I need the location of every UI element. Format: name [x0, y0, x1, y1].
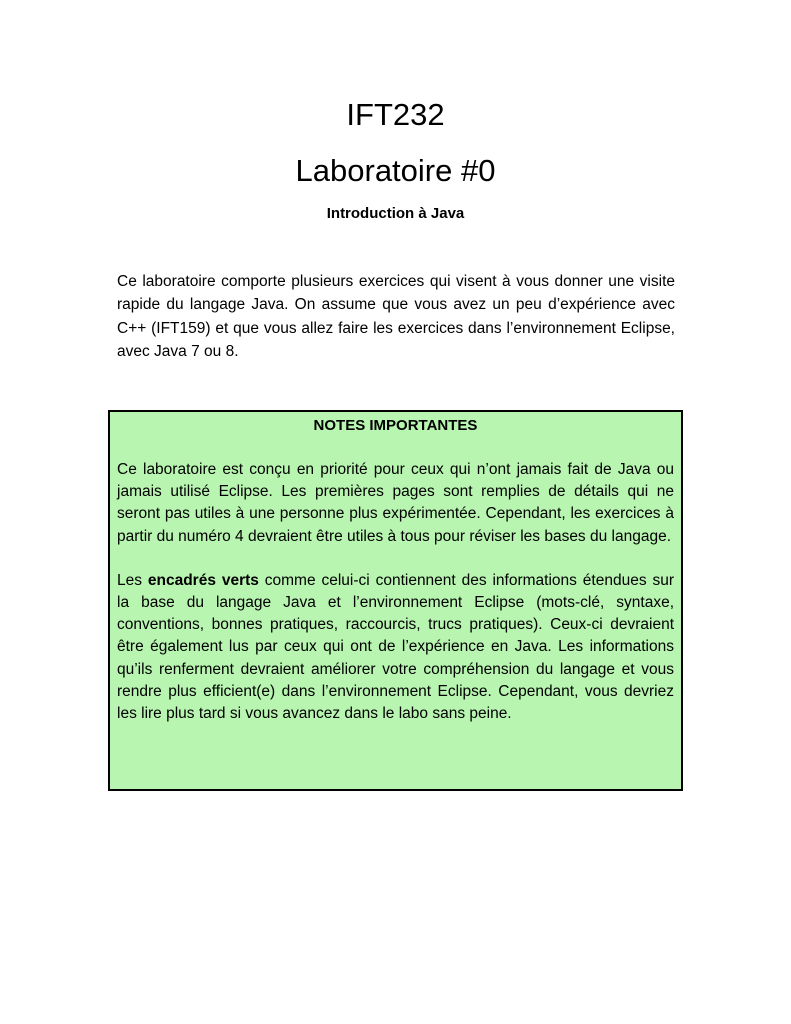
lab-title: Laboratoire #0 — [295, 153, 496, 188]
green-boxes-emphasis: encadrés verts — [147, 571, 259, 589]
notes-paragraph-1: Ce laboratoire est conçu en priorité pour ceux qui n’ont jamais fait de Java ou jamais utilisé Eclipse. Les premières pages sont remplies de détails qui ne seront pas utiles à une personne plus expérimentée. Cependant, les exercices à partir du numéro 4 devraient être utiles à tous pour réviser les bases du langage. — [117, 461, 674, 545]
notes-paragraph-2 — [117, 570, 674, 725]
intro-paragraph: Ce laboratoire comporte plusieurs exercices qui visent à vous donner une visite rapide du langage Java. On assume que vous avez un peu d’expérience avec C++ (IFT159) et que vous allez faire les exercices dans l’environnement Eclipse, avec Java 7 ou 8. — [117, 273, 675, 360]
important-notes-box — [108, 410, 683, 791]
lab-subtitle: Introduction à Java — [326, 205, 465, 222]
course-code-title: IFT232 — [346, 97, 445, 132]
notes-paragraph-2-prefix: Les — [117, 571, 148, 589]
notes-heading: NOTES IMPORTANTES — [313, 417, 478, 434]
notes-paragraph-2-rest: comme celui-ci contiennent des informations étendues sur la base du langage Java et l’environnement Eclipse (mots-clé, syntaxe, conventions, bonnes pratiques, raccourcis, trucs pratiques). Ceux-ci devraient être également lus par ceux qui ont de l’expérience en Java. Les informations qu’ils renferment devraient améliorer votre compréhension du langage et vous rendre plus efficient(e) dans l’environnement Eclipse. Cependant, vous devriez les lire plus tard si vous avancez dans le labo sans peine. — [117, 571, 674, 723]
